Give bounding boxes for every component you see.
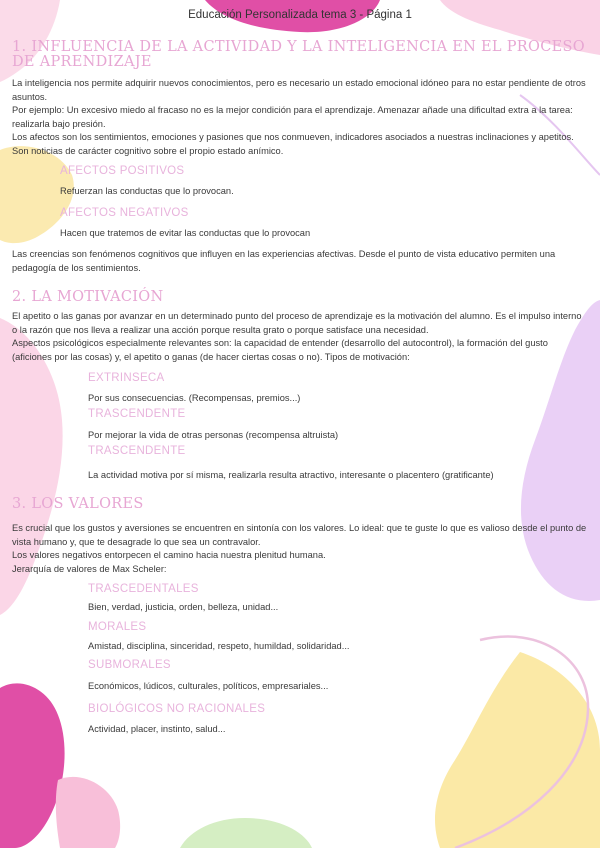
- page-header: Educación Personalizada tema 3 - Página 1: [188, 9, 412, 21]
- section3-item-4-description: Actividad, placer, instinto, salud...: [88, 724, 226, 734]
- section2-title: 2. LA MOTIVACIÓN: [12, 289, 164, 305]
- section2-item-2-description: Por mejorar la vida de otras personas (recompensa altruista): [88, 430, 339, 440]
- section2-item-3-description: La actividad motiva por sí misma, realizarla resulta atractivo, interesante o placentero (gratificante): [88, 470, 494, 480]
- section3-paragraph-3: Jerarquía de valores de Max Scheler:: [12, 564, 167, 574]
- section1-item-1-label: AFECTOS POSITIVOS: [60, 165, 185, 177]
- section2-paragraph-2: Aspectos psicológicos especialmente relevantes son: la capacidad de entender (desarrollo del autocontrol), la formación del gusto (aficiones por las cosas) y, el apetito o ganas (de hacer ciertas cosas o no). Tipos de motivación:: [12, 338, 548, 362]
- section1-paragraph-1: La inteligencia nos permite adquirir nuevos conocimientos, pero es necesario un estado emocional idóneo para no estar pendiente de otros asuntos.: [12, 78, 586, 102]
- section1-item-2-description: Hacen que tratemos de evitar las conductas que lo provocan: [60, 228, 311, 238]
- section3-item-3-label: SUBMORALES: [88, 659, 171, 671]
- section2-item-1-description: Por sus consecuencias. (Recompensas, premios...): [88, 393, 301, 403]
- section3-title: 3. LOS VALORES: [12, 496, 144, 512]
- section3-item-2-description: Amistad, disciplina, sinceridad, respeto, humildad, solidaridad...: [88, 641, 350, 651]
- section2-item-3-label: TRASCENDENTE: [88, 445, 186, 457]
- section2-item-2-label: TRASCENDENTE: [88, 408, 186, 420]
- section3-item-1-label: TRASCEDENTALES: [88, 583, 199, 595]
- section3-paragraph-2: Los valores negativos entorpecen el camino hacia nuestra plenitud humana.: [12, 550, 326, 560]
- section3-item-3-description: Económicos, lúdicos, culturales, políticos, empresariales...: [88, 681, 329, 691]
- section3-item-2-label: MORALES: [88, 621, 147, 633]
- section3-item-4-label: BIOLÓGICOS NO RACIONALES: [88, 703, 266, 715]
- section3-item-1-description: Bien, verdad, justicia, orden, belleza, unidad...: [88, 602, 279, 612]
- section1-item-2-label: AFECTOS NEGATIVOS: [60, 207, 189, 219]
- section1-paragraph-2: Por ejemplo: Un excesivo miedo al fracaso no es la mejor condición para el aprendizaje. Amenazar añade una dificultad extra a la tarea: realizarla bajo presión.: [12, 105, 573, 129]
- section1-title: 1. INFLUENCIA DE LA ACTIVIDAD Y LA INTELIGENCIA EN EL PROCESO DE APRENDIZAJE: [12, 39, 585, 70]
- section3-paragraph-1: Es crucial que los gustos y aversiones se encuentren en sintonía con los valores. Lo ideal: que te guste lo que es valioso desde el punto de vista humano y, que te desagrade lo que sea un contravalor.: [12, 523, 587, 547]
- section1-closing: Las creencias son fenómenos cognitivos que influyen en las experiencias afectivas. Desde el punto de vista educativo permiten una pedagogía de los sentimientos.: [12, 249, 556, 273]
- section1-item-1-description: Refuerzan las conductas que lo provocan.: [60, 186, 234, 196]
- section2-paragraph-1: El apetito o las ganas por avanzar en un determinado punto del proceso de aprendizaje es la motivación del alumno. Es el impulso interno o la razón que nos lleva a realizar una acción porque resulta grato o porque satisface una necesidad.: [12, 311, 582, 335]
- section1-paragraph-3: Los afectos son los sentimientos, emociones y pasiones que nos conmueven, indicadores asociados a nuestras inclinaciones y apetitos. Son noticias de carácter cognitivo sobre el propio estado anímico.: [12, 132, 574, 156]
- section2-item-1-label: EXTRINSECA: [88, 372, 165, 384]
